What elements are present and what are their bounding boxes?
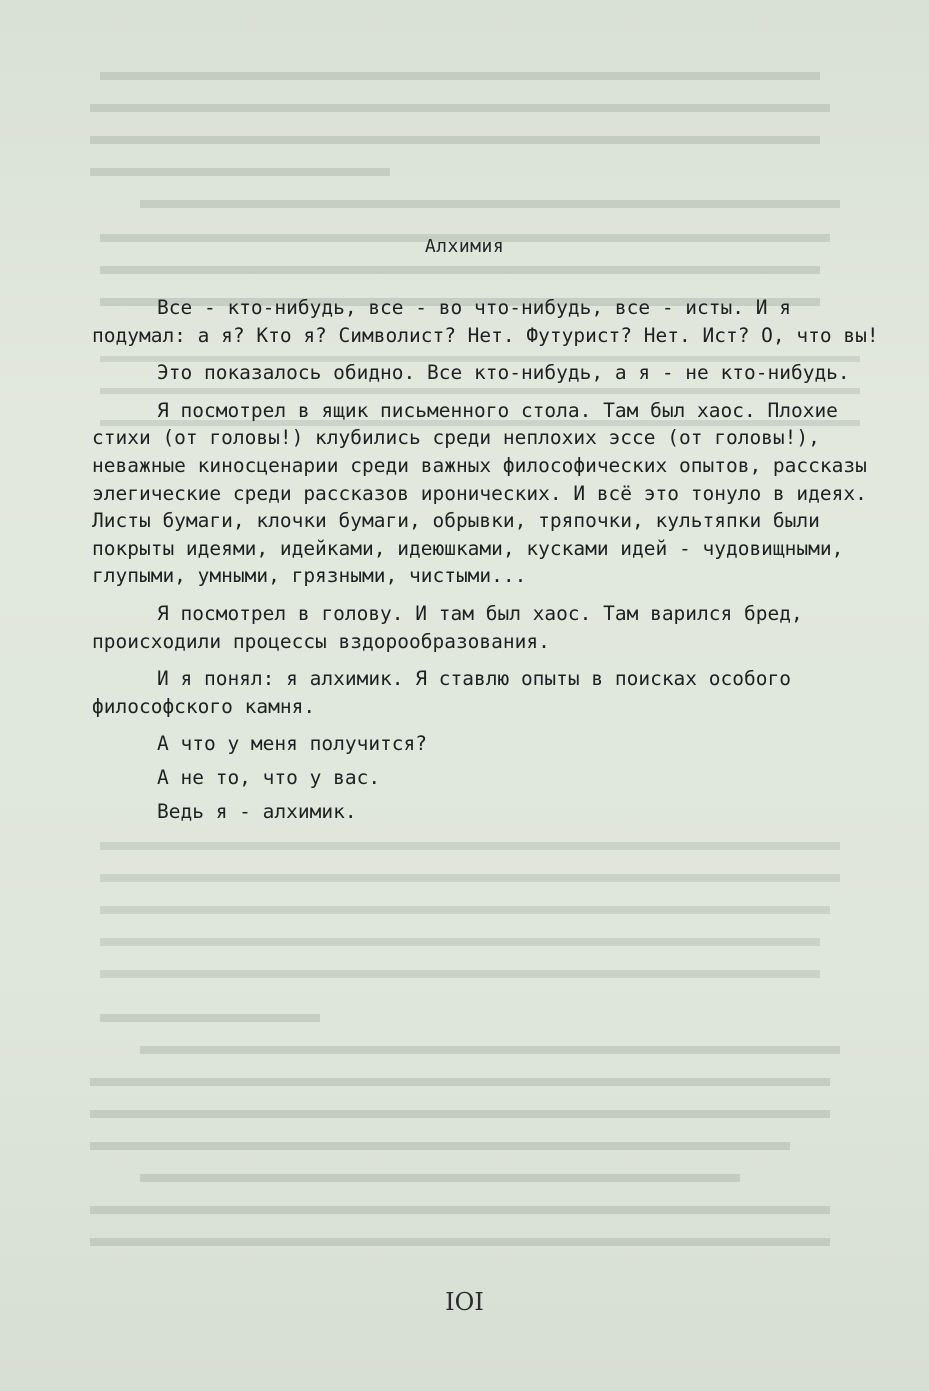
- paragraph-5: И я понял: я алхимик. Я ставлю опыты в поисках особого философского камня.: [92, 667, 791, 718]
- paragraph-4: Я посмотрел в голову. И там был хаос. Там варился бред, происходили процессы вздорообразования.: [92, 601, 803, 653]
- paragraph-7: А не то, что у вас.: [157, 765, 381, 789]
- paragraph-6: А что у меня получится?: [157, 732, 428, 756]
- page-number: IOI: [445, 1288, 484, 1316]
- chapter-title: Алхимия: [424, 236, 505, 257]
- paragraph-8: Ведь я - алхимик.: [157, 799, 357, 823]
- paragraph-2: Это показалось обидно. Все кто-нибудь, а я - не кто-нибудь.: [157, 361, 850, 385]
- body-text: [92, 294, 892, 831]
- paragraph-1: Все - кто-нибудь, все - во что-нибудь, все - исты. И я подумал: а я? Кто я? Символист? Нет. Футурист? Нет. Ист? О, что вы!: [92, 296, 879, 347]
- paragraph-3: Я посмотрел в ящик письменного стола. Там был хаос. Плохие стихи (от головы!) клубились среди неплохих эссе (от головы!), неважные киносценарии среди важных философических опытов, рассказы элегические среди рассказов иронических. И всё это тонуло в идеях. Листы бумаги, клочки бумаги, обрывки, тряпочки, культяпки были покрыты идеями, идейками, идеюшками, кусками идей - чудовищными, глупыми, умными, грязными, чистыми...: [92, 398, 867, 588]
